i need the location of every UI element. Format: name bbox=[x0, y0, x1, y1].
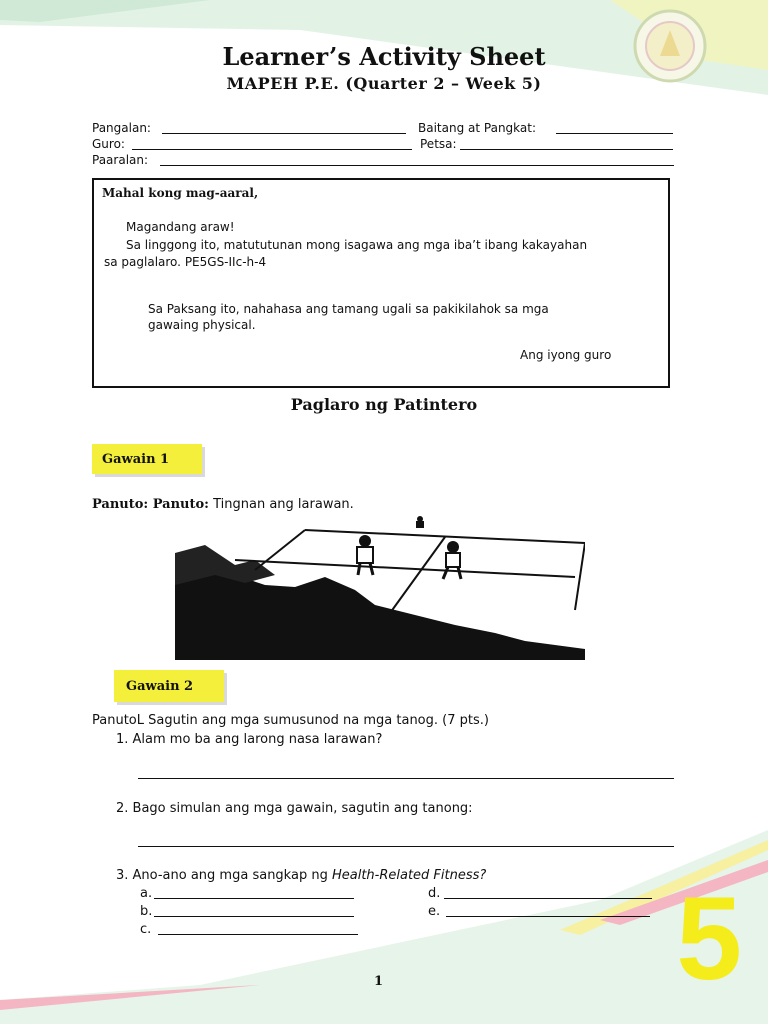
question-1: 1. Alam mo ba ang larong nasa larawan? bbox=[116, 732, 383, 747]
option-d-line[interactable] bbox=[444, 898, 652, 899]
petsa-label: Petsa: bbox=[420, 137, 457, 151]
question-3-emphasis: Health-Related Fitness? bbox=[331, 868, 487, 883]
pangalan-field[interactable] bbox=[162, 133, 406, 134]
grade-number: 5 bbox=[676, 873, 742, 1005]
question-2: 2. Bago simulan ang mga gawain, sagutin ang tanong: bbox=[116, 801, 473, 816]
baitang-field[interactable] bbox=[556, 133, 673, 134]
option-d-label: d. bbox=[428, 886, 441, 901]
page-number: 1 bbox=[374, 974, 384, 989]
guro-label: Guro: bbox=[92, 137, 125, 151]
gawain-1-label: Gawain 1 bbox=[102, 452, 170, 467]
sheet-title: Learner’s Activity Sheet bbox=[222, 42, 546, 71]
patintero-illustration bbox=[175, 515, 585, 660]
baitang-label: Baitang at Pangkat: bbox=[418, 121, 537, 135]
gawain-1-instruction bbox=[92, 497, 354, 512]
letter-body-4: gawaing physical. bbox=[148, 318, 256, 332]
letter-greeting: Magandang araw! bbox=[126, 220, 235, 234]
option-b-line[interactable] bbox=[154, 916, 354, 917]
paaralan-field[interactable] bbox=[160, 165, 674, 166]
gawain-2-tag bbox=[114, 670, 224, 702]
option-a-label: a. bbox=[140, 886, 153, 901]
letter-signoff: Ang iyong guro bbox=[520, 348, 612, 362]
letter-body-3: Sa Paksang ito, nahahasa ang tamang ugali sa pakikilahok sa mga bbox=[148, 302, 549, 316]
option-a-line[interactable] bbox=[154, 898, 354, 899]
gawain-2-instruction: PanutoL Sagutin ang mga sumusunod na mga tanog. (7 pts.) bbox=[92, 713, 489, 728]
gawain-2-label: Gawain 2 bbox=[126, 679, 194, 694]
paaralan-label: Paaralan: bbox=[92, 153, 149, 167]
option-c-label: c. bbox=[140, 922, 152, 937]
question-3-text: 3. Ano-ano ang mga sangkap ng bbox=[116, 868, 332, 883]
pangalan-label: Pangalan: bbox=[92, 121, 151, 135]
gawain-1-instruction-bold: Panuto: Panuto: bbox=[92, 497, 209, 512]
letter-body-2: sa paglalaro. PE5GS-IIc-h-4 bbox=[104, 255, 267, 269]
petsa-field[interactable] bbox=[460, 149, 673, 150]
option-b-label: b. bbox=[140, 904, 153, 919]
option-e-label: e. bbox=[428, 904, 441, 919]
answer-line-2[interactable] bbox=[138, 846, 674, 847]
answer-line-1[interactable] bbox=[138, 778, 674, 779]
lesson-title: Paglaro ng Patintero bbox=[290, 395, 478, 414]
gawain-1-instruction-text: Tingnan ang larawan. bbox=[208, 497, 354, 512]
sheet-subtitle: MAPEH P.E. (Quarter 2 – Week 5) bbox=[226, 74, 542, 93]
letter-salutation: Mahal kong mag-aaral, bbox=[102, 186, 259, 200]
guro-field[interactable] bbox=[132, 149, 412, 150]
option-e-line[interactable] bbox=[446, 916, 650, 917]
option-c-line[interactable] bbox=[158, 934, 358, 935]
gawain-1-tag bbox=[92, 444, 202, 474]
letter-body-1: Sa linggong ito, matututunan mong isagawa ang mga iba’t ibang kakayahan bbox=[126, 238, 588, 252]
letter-box bbox=[92, 178, 670, 388]
question-3 bbox=[116, 868, 486, 883]
